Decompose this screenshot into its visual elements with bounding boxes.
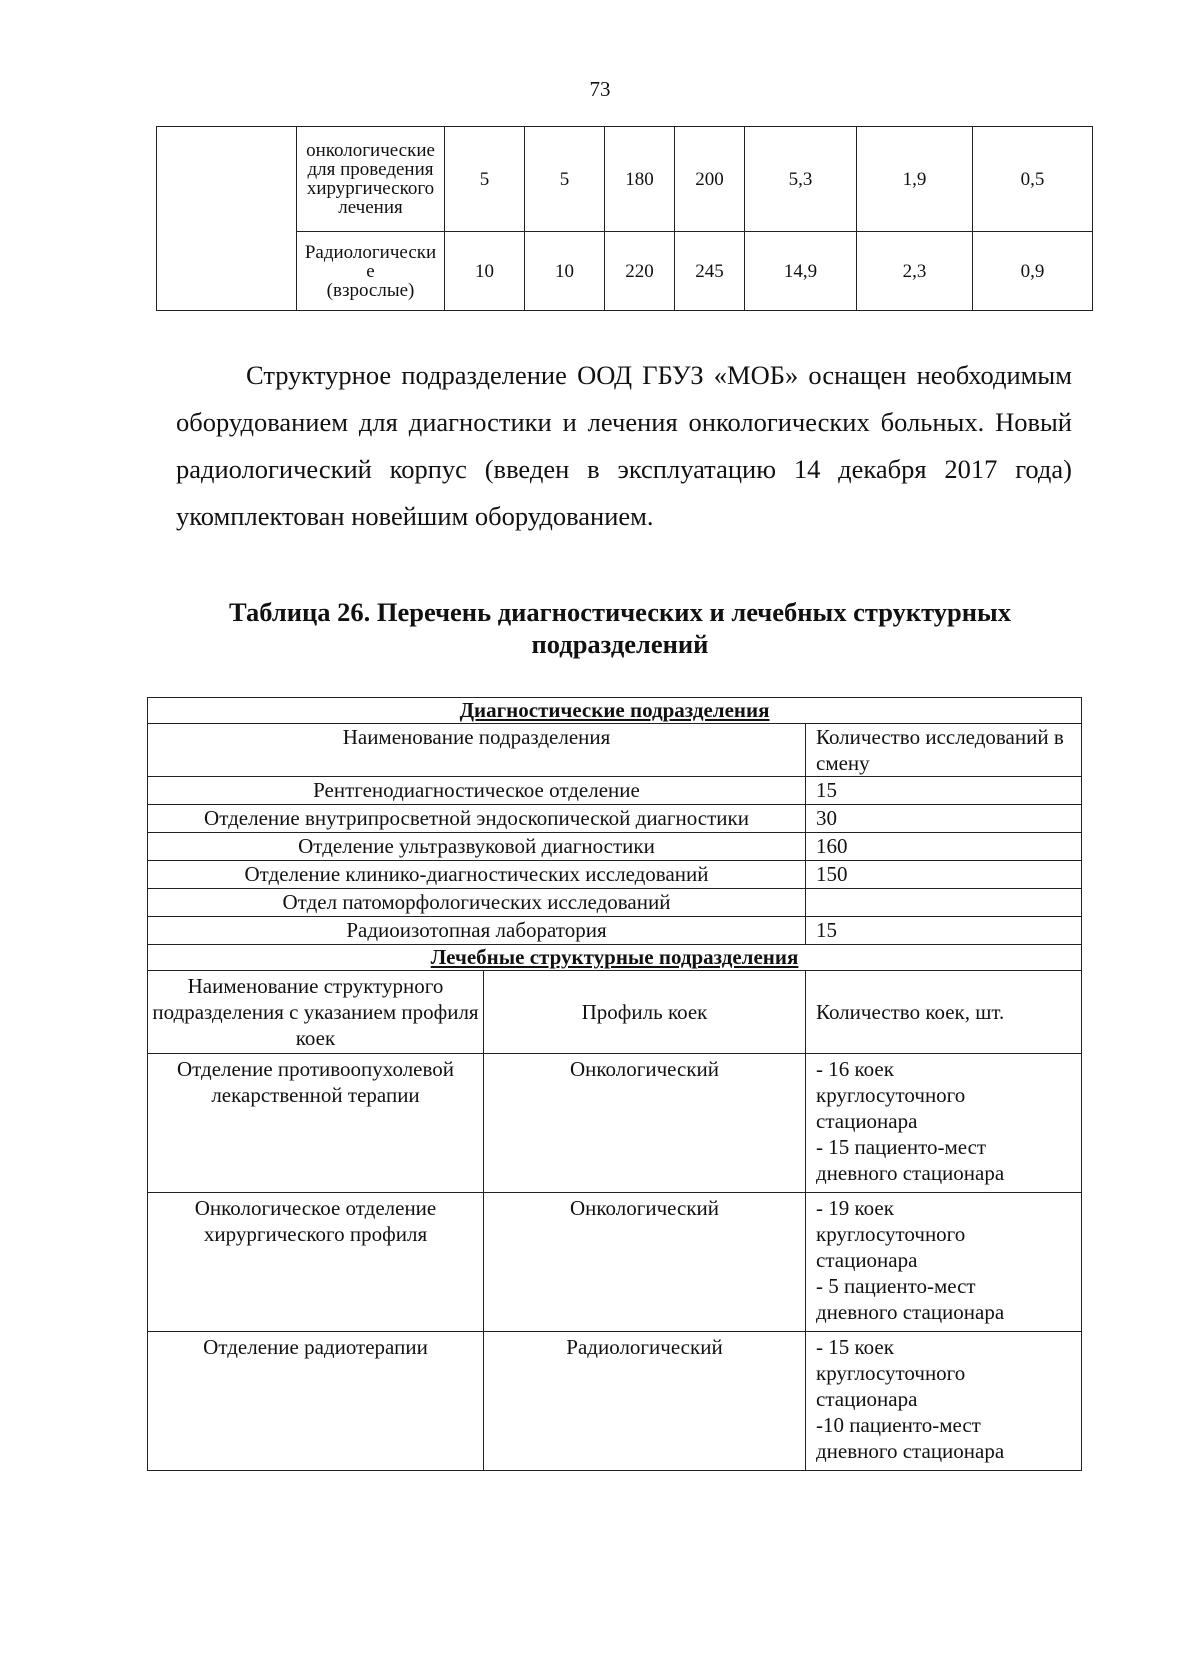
department-name: Отделение внутрипросветной эндоскопической диагностики [148, 805, 806, 833]
table-cell: 5 [525, 127, 605, 232]
table-cell: 10 [525, 232, 605, 311]
body-paragraph: Структурное подразделение ООД ГБУЗ «МОБ» оснащен необходимым оборудованием для диагностики и лечения онкологических больных. Новый радиологический корпус (введен в эксплуатацию 14 декабря 2017 года) укомплектован новейшим оборудованием. [176, 360, 1072, 531]
department-count [806, 889, 1082, 917]
bed-count: - 19 коек круглосуточного стационара - 5 пациенто-мест дневного стационара [806, 1193, 1082, 1332]
section-title-diagnostic: Диагностические подразделения [148, 698, 1082, 724]
department-count: 15 [806, 917, 1082, 945]
table-cell: 1,9 [857, 127, 973, 232]
empty-cell [157, 127, 297, 311]
bed-count: - 16 коек круглосуточного стационара - 15 пациенто-мест дневного стационара [806, 1054, 1082, 1193]
bed-profile: Онкологический [484, 1054, 806, 1193]
bed-count: - 15 коек круглосуточного стационара -10 пациенто-мест дневного стационара [806, 1332, 1082, 1471]
table-row [148, 861, 1082, 889]
department-count: 15 [806, 777, 1082, 805]
table-row [148, 805, 1082, 833]
department-count: 150 [806, 861, 1082, 889]
table-cell: 180 [605, 127, 675, 232]
continuation-table [156, 126, 1093, 311]
column-header-count: Количество исследований в смену [806, 724, 1082, 777]
table-row [157, 127, 1093, 232]
table-cell: 200 [675, 127, 745, 232]
table-row [148, 833, 1082, 861]
department-name: Отделение противоопухолевой лекарственной терапии [148, 1054, 484, 1193]
department-name: Рентгенодиагностическое отделение [148, 777, 806, 805]
section-title-treatment: Лечебные структурные подразделения [148, 945, 1082, 971]
table-cell: 10 [445, 232, 525, 311]
column-header-beds: Количество коек, шт. [806, 971, 1082, 1054]
page-number: 73 [589, 77, 611, 101]
table-cell: 5 [445, 127, 525, 232]
header-row [148, 971, 1082, 1054]
table-cell: 0,9 [973, 232, 1093, 311]
profile-name-cell: Радиологически е (взрослые) [297, 232, 445, 311]
departments-table [147, 697, 1082, 1471]
table-cell: 14,9 [745, 232, 857, 311]
table-row [157, 232, 1093, 311]
table-cell: 5,3 [745, 127, 857, 232]
section-header-row [148, 945, 1082, 971]
table-cell: 2,3 [857, 232, 973, 311]
table-cell: 220 [605, 232, 675, 311]
table-row [148, 1332, 1082, 1471]
department-name: Онкологическое отделение хирургического профиля [148, 1193, 484, 1332]
column-header-name: Наименование подразделения [148, 724, 806, 777]
table-cell: 245 [675, 232, 745, 311]
column-header-name: Наименование структурного подразделения с указанием профиля коек [148, 971, 484, 1054]
table-row [148, 777, 1082, 805]
header-row [148, 724, 1082, 777]
section-header-row [148, 698, 1082, 724]
table-title: Таблица 26. Перечень диагностических и лечебных структурных подразделений [229, 597, 1011, 659]
table-row [148, 917, 1082, 945]
bed-profile: Онкологический [484, 1193, 806, 1332]
table-row [148, 1054, 1082, 1193]
bed-profile: Радиологический [484, 1332, 806, 1471]
department-count: 160 [806, 833, 1082, 861]
department-name: Радиоизотопная лаборатория [148, 917, 806, 945]
table-row [148, 1193, 1082, 1332]
department-name: Отдел патоморфологических исследований [148, 889, 806, 917]
table-row [148, 889, 1082, 917]
department-name: Отделение ультразвуковой диагностики [148, 833, 806, 861]
department-count: 30 [806, 805, 1082, 833]
profile-name-cell: онкологические для проведения хирургического лечения [297, 127, 445, 232]
table-cell: 0,5 [973, 127, 1093, 232]
column-header-profile: Профиль коек [484, 971, 806, 1054]
department-name: Отделение радиотерапии [148, 1332, 484, 1471]
department-name: Отделение клинико-диагностических исследований [148, 861, 806, 889]
